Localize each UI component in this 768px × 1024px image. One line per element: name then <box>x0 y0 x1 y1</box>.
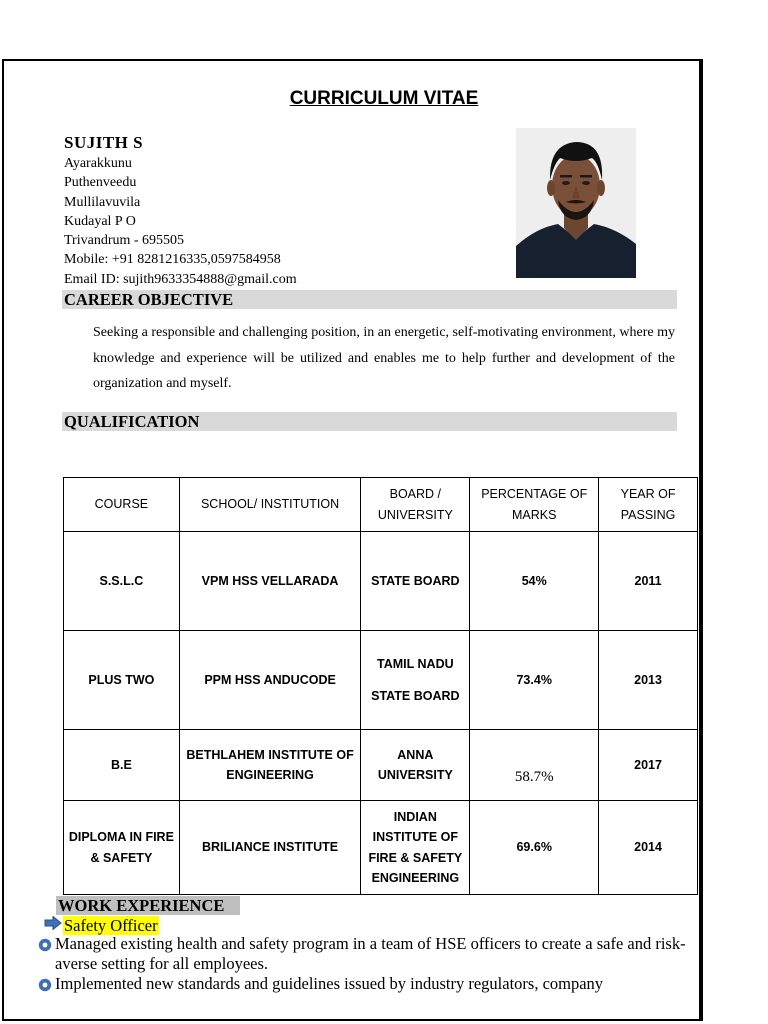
column-header: BOARD / UNIVERSITY <box>361 478 470 532</box>
board-cell: ANNA UNIVERSITY <box>361 730 470 801</box>
board-cell: INDIAN INSTITUTE OF FIRE & SAFETY ENGINEERING <box>361 801 470 895</box>
candidate-name: SUJITH S <box>64 133 144 152</box>
address-line: Ayarakkunu <box>64 156 132 171</box>
work-experience-heading: WORK EXPERIENCE <box>56 896 240 915</box>
document-title: CURRICULUM VITAE <box>289 88 479 109</box>
course-cell: DIPLOMA IN FIRE & SAFETY <box>64 801 180 895</box>
qualification-table <box>63 477 698 895</box>
table-header-row <box>64 478 698 532</box>
column-header: PERCENTAGE OF MARKS <box>470 478 599 532</box>
institution-cell: BETHLAHEM INSTITUTE OF ENGINEERING <box>179 730 361 801</box>
percentage-cell <box>470 730 599 801</box>
course-cell: B.E <box>64 730 180 801</box>
responsibility-list <box>38 934 688 997</box>
course-cell: PLUS TWO <box>64 631 180 730</box>
bullet-icon <box>38 974 55 997</box>
career-objective-heading: CAREER OBJECTIVE <box>62 290 677 309</box>
list-item <box>38 974 688 997</box>
contact-block <box>64 154 297 289</box>
address-line: Mullilavuvila <box>64 194 141 210</box>
year-cell: 2017 <box>599 730 698 801</box>
table-row <box>64 631 698 730</box>
board-cell: STATE BOARD <box>361 532 470 631</box>
address-line: Kudayal P O <box>64 213 136 229</box>
column-header: COURSE <box>64 478 180 532</box>
year-cell: 2011 <box>599 532 698 631</box>
column-header: YEAR OF PASSING <box>599 478 698 532</box>
institution-cell: BRILIANCE INSTITUTE <box>179 801 361 895</box>
board-line: TAMIL NADU <box>377 656 454 671</box>
course-cell: S.S.L.C <box>64 532 180 631</box>
institution-cell: PPM HSS ANDUCODE <box>179 631 361 730</box>
percentage-cell: 54% <box>470 532 599 631</box>
address-line: Trivandrum - 695505 <box>64 233 185 249</box>
table-row <box>64 532 698 631</box>
list-item <box>38 934 688 974</box>
table-row <box>64 730 698 801</box>
bullet-icon <box>38 934 55 957</box>
email-address: Email ID: sujith9633354888@gmail.com <box>64 271 297 287</box>
job-title: Safety Officer <box>64 915 158 935</box>
column-header: SCHOOL/ INSTITUTION <box>179 478 361 532</box>
board-cell <box>361 631 470 730</box>
responsibility-text: Managed existing health and safety program in a team of HSE officers to create a safe and risk-averse setting for all employees. <box>55 934 686 973</box>
institution-cell: VPM HSS VELLARADA <box>179 532 361 631</box>
table-row <box>64 801 698 895</box>
qualification-heading: QUALIFICATION <box>62 412 677 431</box>
job-entry <box>44 915 159 935</box>
board-line: STATE BOARD <box>371 689 460 703</box>
address-line: Puthenveedu <box>64 175 137 191</box>
profile-photo <box>516 128 636 278</box>
career-objective-text: Seeking a responsible and challenging position, in an energetic, self-motivating environment, where my knowledge and experience will be utilized and enables me to help further and development of the organization and myself. <box>93 325 675 391</box>
year-cell: 2013 <box>599 631 698 730</box>
percentage-value: 58.7% <box>514 768 554 785</box>
percentage-cell: 73.4% <box>470 631 599 730</box>
arrow-right-icon <box>44 915 63 935</box>
responsibility-text: Implemented new standards and guidelines issued by industry regulators, company <box>55 974 604 993</box>
percentage-cell: 69.6% <box>470 801 599 895</box>
year-cell: 2014 <box>599 801 698 895</box>
mobile-number: Mobile: +91 8281216335,0597584958 <box>64 252 281 268</box>
